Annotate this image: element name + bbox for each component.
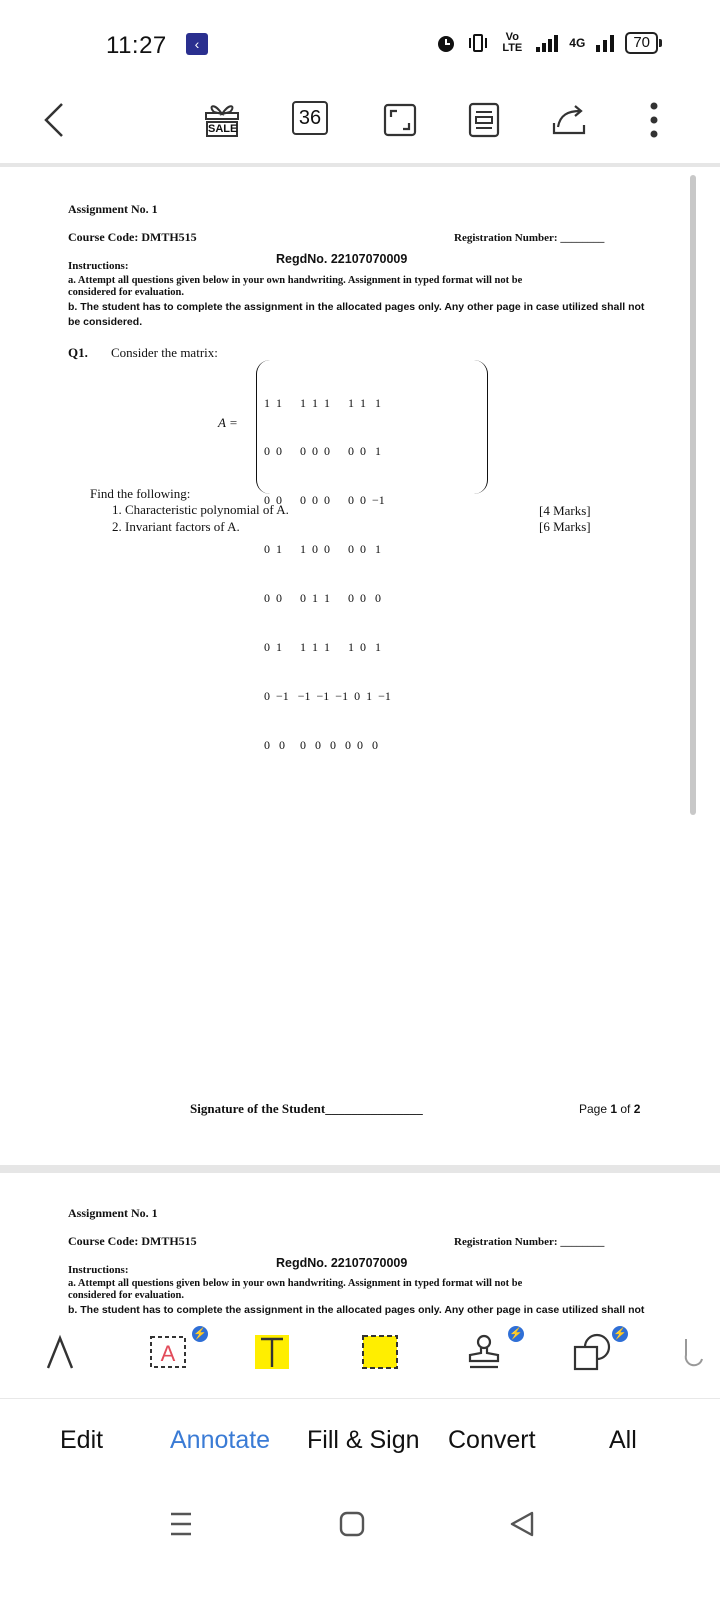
text-box-icon — [148, 1333, 188, 1371]
more-tools-button[interactable] — [680, 1330, 708, 1374]
back-button[interactable] — [36, 98, 72, 142]
annotate-tools-bar — [0, 1318, 720, 1398]
gift-icon — [202, 100, 242, 120]
stamp-tool-button[interactable] — [464, 1330, 504, 1374]
share-button[interactable] — [548, 98, 592, 142]
page-indicator — [579, 1102, 640, 1116]
status-indicators — [435, 32, 658, 54]
instruction-a-line2: considered for evaluation. — [68, 287, 184, 298]
svg-text:A: A — [160, 1341, 176, 1366]
bolt-badge-icon: ⚡ — [193, 1328, 207, 1340]
registration-number-label: Registration Number: ________ — [454, 1236, 605, 1248]
more-options-button[interactable] — [642, 98, 666, 142]
marks-1: [4 Marks] — [539, 503, 591, 518]
instructions-label: Instructions: — [68, 260, 129, 272]
question-text: Consider the matrix: — [111, 345, 218, 360]
volte-label: Vo LTE — [502, 31, 523, 54]
mobile-data-label: 4G — [569, 36, 586, 50]
assignment-title: Assignment No. 1 — [68, 1206, 158, 1220]
instruction-a-line1: a. Attempt all questions given below in your own handwriting. Assignment in typed format will not be — [68, 1278, 523, 1289]
regd-no: RegdNo. 22107070009 — [276, 1256, 408, 1270]
document-scrollbar[interactable] — [690, 175, 696, 815]
more-vertical-icon — [649, 100, 659, 140]
shape-tool-button[interactable] — [570, 1330, 614, 1374]
marks-2: [6 Marks] — [539, 519, 591, 534]
app-notification-icon: ‹ — [186, 33, 208, 55]
system-back-button[interactable] — [508, 1510, 536, 1538]
recent-apps-button[interactable] — [166, 1508, 196, 1540]
tools-divider — [0, 1398, 720, 1399]
bolt-badge-icon: ⚡ — [613, 1328, 627, 1340]
find-text: Find the following: — [90, 486, 191, 501]
vibrate-icon — [467, 33, 489, 53]
regd-no: RegdNo. 22107070009 — [276, 252, 408, 266]
highlight-text-icon — [253, 1333, 291, 1371]
recent-apps-icon — [166, 1508, 196, 1540]
matrix-row: 0 −1 −1 −1 −1 0 1 −1 — [264, 688, 391, 703]
ink-tool-button[interactable] — [40, 1330, 80, 1374]
task-item-2: 2. Invariant factors of A. — [112, 519, 240, 534]
course-code: Course Code: DMTH515 — [68, 1234, 197, 1248]
reader-mode-icon — [468, 102, 500, 138]
home-button[interactable] — [338, 1510, 366, 1538]
tab-all[interactable]: All — [609, 1426, 637, 1454]
text-box-tool-button[interactable] — [146, 1330, 190, 1374]
share-icon — [550, 103, 590, 137]
tab-annotate[interactable]: Annotate — [170, 1426, 271, 1454]
registration-number-label: Registration Number: ________ — [454, 232, 605, 244]
instruction-a-line1: a. Attempt all questions given below in your own handwriting. Assignment in typed format will not be — [68, 275, 523, 286]
matrix-row: 0 0 0 1 1 0 0 0 — [264, 591, 381, 606]
shapes-icon — [572, 1333, 612, 1371]
status-bar — [0, 0, 720, 92]
matrix-label: A = — [218, 415, 238, 430]
page-current: 1 — [610, 1102, 618, 1116]
alarm-icon — [435, 32, 457, 54]
signature-label: Signature of the Student_______________ — [190, 1101, 423, 1116]
signal-icon-2 — [595, 33, 615, 53]
page-label-prefix: Page — [579, 1102, 611, 1116]
matrix-row: 0 1 1 1 1 1 0 1 — [264, 640, 381, 655]
instructions-label: Instructions: — [68, 1264, 129, 1276]
instruction-b-line1: b. The student has to complete the assignment in the allocated pages only. Any other page in case utilized shall not — [68, 1304, 645, 1316]
instruction-b-line2: be considered. — [68, 316, 143, 328]
matrix-row: 0 0 0 0 0 0 0 −1 — [264, 493, 385, 508]
system-nav-bar — [0, 1484, 720, 1600]
nav-back-icon — [508, 1510, 536, 1538]
stamp-icon — [466, 1333, 502, 1371]
matrix-row: 0 0 0 0 0 0 0 1 — [264, 444, 381, 459]
document-page-2[interactable] — [0, 1173, 710, 1318]
tab-convert[interactable]: Convert — [448, 1426, 536, 1454]
page-total: 2 — [633, 1102, 641, 1116]
matrix-a — [256, 360, 488, 752]
battery-indicator: 70 — [625, 32, 658, 54]
assignment-title: Assignment No. 1 — [68, 202, 158, 216]
page-of: of — [617, 1102, 634, 1116]
page-divider — [0, 1165, 720, 1173]
status-time: 11:27 — [106, 32, 167, 59]
matrix-row: 1 1 1 1 1 1 1 1 — [264, 395, 381, 410]
back-arrow-icon — [40, 100, 68, 140]
instruction-a-line2: considered for evaluation. — [68, 1290, 184, 1301]
matrix-row: 0 0 0 0 0 0 0 0 — [264, 737, 378, 752]
bottom-tabs — [0, 1400, 720, 1484]
tab-edit[interactable]: Edit — [60, 1426, 104, 1454]
top-toolbar — [0, 92, 720, 164]
area-highlight-icon — [360, 1333, 400, 1371]
question-number: Q1. — [68, 345, 88, 360]
page-count-button[interactable]: 36 — [292, 101, 328, 135]
course-code: Course Code: DMTH515 — [68, 230, 197, 244]
instruction-b-line1: b. The student has to complete the assignment in the allocated pages only. Any other page in case utilized shall not — [68, 301, 645, 313]
task-item-1: 1. Characteristic polynomial of A. — [112, 502, 289, 517]
fullscreen-button[interactable] — [380, 98, 420, 142]
sale-button[interactable] — [200, 98, 244, 142]
area-highlight-tool-button[interactable] — [358, 1330, 402, 1374]
tab-fill-sign[interactable]: Fill & Sign — [307, 1426, 420, 1454]
ink-a-icon — [44, 1334, 76, 1370]
sale-label: SALE — [208, 123, 238, 135]
home-icon — [338, 1510, 366, 1538]
bolt-badge-icon: ⚡ — [509, 1328, 523, 1340]
partial-tool-icon — [683, 1337, 705, 1367]
text-highlight-tool-button[interactable] — [252, 1330, 292, 1374]
reader-mode-button[interactable] — [464, 98, 504, 142]
matrix-row: 0 1 1 0 0 0 0 1 — [264, 542, 381, 557]
fullscreen-icon — [383, 103, 417, 137]
signal-icon-1 — [535, 33, 559, 53]
